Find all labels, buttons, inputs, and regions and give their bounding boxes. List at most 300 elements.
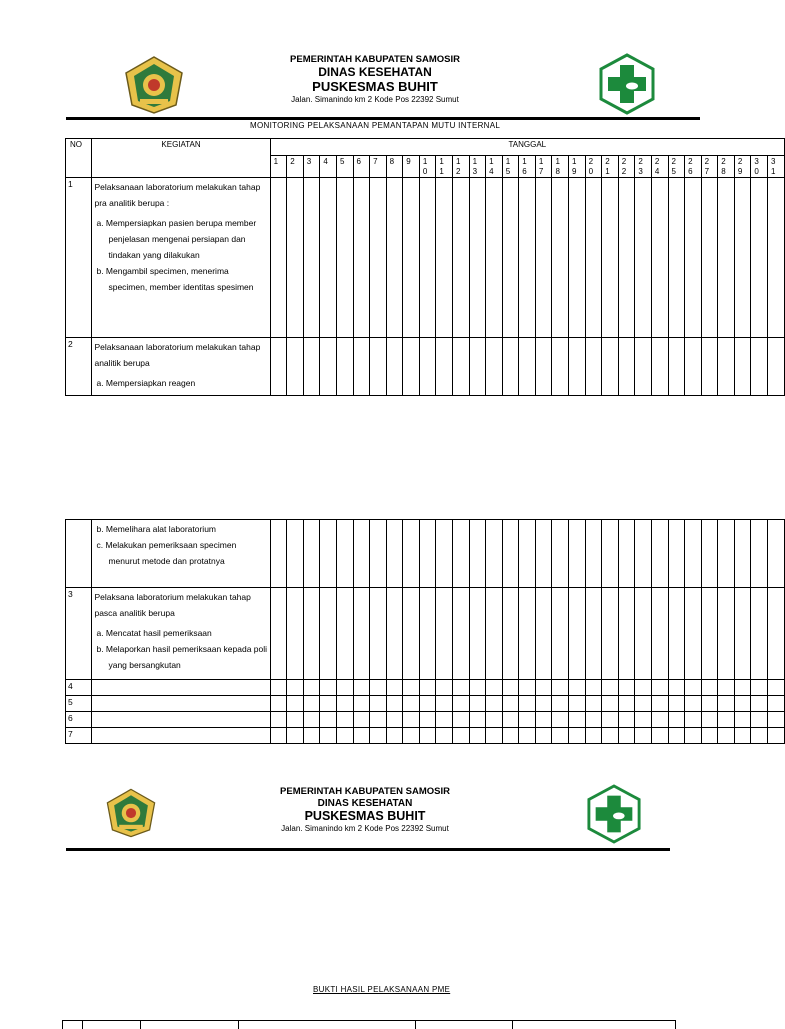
table-row [66, 520, 785, 588]
day-cell[interactable] [486, 588, 503, 680]
letterhead-rule-2 [66, 848, 670, 851]
day-cell[interactable] [734, 680, 751, 696]
day-digit: 4 [489, 167, 494, 176]
day-cell[interactable] [452, 680, 469, 696]
day-cell[interactable] [469, 520, 486, 588]
day-cell[interactable] [767, 728, 784, 744]
day-digit: 2 [721, 157, 726, 166]
day-cell[interactable] [685, 728, 702, 744]
day-digit: 2 [704, 157, 710, 166]
day-cell[interactable] [336, 680, 353, 696]
day-cell[interactable] [336, 728, 353, 744]
day-cell[interactable] [685, 680, 702, 696]
day-cell[interactable] [502, 178, 519, 338]
day-cell[interactable] [452, 338, 469, 396]
day-digit: 1 [572, 157, 577, 166]
day-cell[interactable] [287, 588, 304, 680]
day-header-28 [718, 156, 735, 178]
day-cell[interactable] [635, 338, 652, 396]
day-cell[interactable] [685, 338, 702, 396]
day-cell[interactable] [519, 696, 536, 712]
day-cell[interactable] [403, 178, 420, 338]
day-cell[interactable] [718, 588, 735, 680]
day-cell[interactable] [535, 588, 552, 680]
day-cell[interactable] [535, 520, 552, 588]
day-cell[interactable] [602, 696, 619, 712]
day-cell[interactable] [436, 588, 453, 680]
table-row [66, 728, 785, 744]
day-cell[interactable] [386, 712, 403, 728]
day-cell[interactable] [403, 680, 420, 696]
day-cell[interactable] [734, 520, 751, 588]
day-header-17 [535, 156, 552, 178]
table-row [66, 588, 785, 680]
day-cell[interactable] [336, 712, 353, 728]
day-cell[interactable] [353, 178, 370, 338]
day-cell[interactable] [287, 680, 304, 696]
day-cell[interactable] [668, 728, 685, 744]
day-cell[interactable] [767, 696, 784, 712]
day-cell[interactable] [353, 680, 370, 696]
day-cell[interactable] [486, 680, 503, 696]
day-cell[interactable] [353, 696, 370, 712]
day-cell[interactable] [569, 588, 586, 680]
day-cell[interactable] [552, 712, 569, 728]
day-cell[interactable] [336, 696, 353, 712]
day-cell[interactable] [436, 338, 453, 396]
day-cell[interactable] [403, 728, 420, 744]
day-cell[interactable] [419, 696, 436, 712]
day-cell[interactable] [270, 520, 287, 588]
day-header-19 [569, 156, 586, 178]
day-cell[interactable] [403, 712, 420, 728]
day-cell[interactable] [370, 338, 387, 396]
day-digit: 1 [422, 157, 428, 166]
day-cell[interactable] [320, 588, 337, 680]
day-cell[interactable] [734, 588, 751, 680]
day-cell[interactable] [668, 178, 685, 338]
day-cell[interactable] [287, 178, 304, 338]
day-cell[interactable] [569, 696, 586, 712]
day-cell[interactable] [569, 178, 586, 338]
day-cell[interactable] [436, 178, 453, 338]
day-cell[interactable] [502, 588, 519, 680]
day-cell[interactable] [452, 588, 469, 680]
day-cell[interactable] [486, 696, 503, 712]
header-government: PEMERINTAH KABUPATEN SAMOSIR [280, 786, 450, 797]
day-cell[interactable] [486, 520, 503, 588]
day-cell[interactable] [751, 588, 768, 680]
day-cell[interactable] [303, 520, 320, 588]
day-cell[interactable] [635, 712, 652, 728]
day-cell[interactable] [336, 588, 353, 680]
day-cell[interactable] [436, 520, 453, 588]
day-cell[interactable] [751, 712, 768, 728]
day-cell[interactable] [469, 178, 486, 338]
day-cell[interactable] [751, 696, 768, 712]
day-digit: 2 [737, 157, 743, 166]
day-cell[interactable] [585, 588, 602, 680]
day-cell[interactable] [270, 588, 287, 680]
day-cell[interactable] [386, 680, 403, 696]
day-cell[interactable] [353, 338, 370, 396]
day-cell[interactable] [336, 178, 353, 338]
day-cell[interactable] [602, 588, 619, 680]
day-cell[interactable] [602, 712, 619, 728]
day-cell[interactable] [535, 338, 552, 396]
day-cell[interactable] [469, 696, 486, 712]
day-digit: 2 [290, 157, 295, 166]
day-digit: 8 [389, 157, 395, 166]
day-cell[interactable] [486, 178, 503, 338]
header-puskesmas: PUSKESMAS BUHIT [304, 809, 426, 824]
day-cell[interactable] [486, 728, 503, 744]
day-cell[interactable] [767, 520, 784, 588]
day-cell[interactable] [535, 680, 552, 696]
day-cell[interactable] [370, 712, 387, 728]
day-cell[interactable] [386, 338, 403, 396]
day-cell[interactable] [287, 338, 304, 396]
day-cell[interactable] [370, 696, 387, 712]
day-cell[interactable] [419, 178, 436, 338]
day-cell[interactable] [370, 588, 387, 680]
day-cell[interactable] [519, 588, 536, 680]
day-cell[interactable] [270, 712, 287, 728]
day-cell[interactable] [668, 588, 685, 680]
day-cell[interactable] [502, 680, 519, 696]
day-cell[interactable] [287, 728, 304, 744]
day-cell[interactable] [552, 728, 569, 744]
day-digit: 1 [770, 167, 776, 176]
day-cell[interactable] [303, 338, 320, 396]
day-header-15 [502, 156, 519, 178]
day-cell[interactable] [370, 728, 387, 744]
day-cell[interactable] [469, 588, 486, 680]
day-cell[interactable] [685, 696, 702, 712]
day-cell[interactable] [287, 712, 304, 728]
day-cell[interactable] [701, 588, 718, 680]
day-cell[interactable] [635, 696, 652, 712]
day-cell[interactable] [734, 712, 751, 728]
day-cell[interactable] [734, 728, 751, 744]
day-cell[interactable] [569, 680, 586, 696]
day-cell[interactable] [353, 712, 370, 728]
day-cell[interactable] [618, 728, 635, 744]
day-header-27 [701, 156, 718, 178]
day-cell[interactable] [419, 338, 436, 396]
letterhead-2 [240, 787, 490, 833]
day-cell[interactable] [353, 588, 370, 680]
day-cell[interactable] [767, 712, 784, 728]
day-cell[interactable] [403, 520, 420, 588]
day-cell[interactable] [685, 588, 702, 680]
day-cell[interactable] [751, 728, 768, 744]
day-cell[interactable] [718, 680, 735, 696]
day-cell[interactable] [734, 178, 751, 338]
day-cell[interactable] [370, 178, 387, 338]
day-cell[interactable] [651, 712, 668, 728]
day-cell[interactable] [519, 178, 536, 338]
day-cell[interactable] [618, 338, 635, 396]
day-cell[interactable] [701, 680, 718, 696]
day-cell[interactable] [303, 728, 320, 744]
day-cell[interactable] [419, 680, 436, 696]
day-cell[interactable] [386, 696, 403, 712]
day-cell[interactable] [370, 680, 387, 696]
day-cell[interactable] [436, 728, 453, 744]
day-digit: 8 [721, 167, 726, 176]
day-cell[interactable] [618, 520, 635, 588]
day-cell[interactable] [419, 520, 436, 588]
day-cell[interactable] [419, 728, 436, 744]
day-cell[interactable] [651, 696, 668, 712]
day-cell[interactable] [353, 520, 370, 588]
day-cell[interactable] [436, 696, 453, 712]
day-cell[interactable] [569, 728, 586, 744]
day-cell[interactable] [668, 338, 685, 396]
day-cell[interactable] [651, 728, 668, 744]
day-cell[interactable] [469, 338, 486, 396]
kegiatan-subitem: a. Mempersiapkan reagen [96, 378, 196, 388]
day-cell[interactable] [552, 178, 569, 338]
row-number: 1 [66, 178, 92, 338]
day-cell[interactable] [751, 338, 768, 396]
day-cell[interactable] [469, 680, 486, 696]
day-cell[interactable] [602, 728, 619, 744]
day-cell[interactable] [751, 680, 768, 696]
day-cell[interactable] [552, 588, 569, 680]
day-cell[interactable] [452, 696, 469, 712]
day-cell[interactable] [552, 520, 569, 588]
day-header-11 [436, 156, 453, 178]
day-cell[interactable] [585, 338, 602, 396]
day-cell[interactable] [618, 712, 635, 728]
day-cell[interactable] [320, 712, 337, 728]
day-cell[interactable] [303, 712, 320, 728]
day-cell[interactable] [303, 588, 320, 680]
day-cell[interactable] [303, 680, 320, 696]
day-cell[interactable] [718, 520, 735, 588]
day-cell[interactable] [734, 338, 751, 396]
day-cell[interactable] [767, 680, 784, 696]
day-cell[interactable] [602, 680, 619, 696]
day-cell[interactable] [602, 178, 619, 338]
day-digit: 6 [688, 167, 693, 176]
day-cell[interactable] [303, 696, 320, 712]
day-cell[interactable] [486, 338, 503, 396]
day-digit: 1 [522, 157, 527, 166]
day-cell[interactable] [585, 712, 602, 728]
day-cell[interactable] [618, 696, 635, 712]
day-cell[interactable] [270, 696, 287, 712]
day-header-12 [452, 156, 469, 178]
day-cell[interactable] [419, 588, 436, 680]
day-digit: 1 [472, 157, 478, 166]
day-cell[interactable] [701, 712, 718, 728]
day-cell[interactable] [519, 520, 536, 588]
day-digit: 2 [605, 157, 610, 166]
day-cell[interactable] [569, 520, 586, 588]
kegiatan-subitem: b. Mengambil specimen, menerima specimen, member identitas spesimen [96, 266, 254, 292]
day-digit: 1 [439, 157, 444, 166]
day-cell[interactable] [419, 712, 436, 728]
day-cell[interactable] [353, 728, 370, 744]
day-cell[interactable] [287, 520, 304, 588]
day-cell[interactable] [618, 178, 635, 338]
day-cell[interactable] [386, 178, 403, 338]
day-cell[interactable] [552, 680, 569, 696]
day-header-4 [320, 156, 337, 178]
day-cell[interactable] [635, 520, 652, 588]
day-cell[interactable] [320, 178, 337, 338]
day-cell[interactable] [320, 338, 337, 396]
day-header-6 [353, 156, 370, 178]
day-cell[interactable] [336, 520, 353, 588]
day-cell[interactable] [668, 520, 685, 588]
day-cell[interactable] [320, 680, 337, 696]
day-cell[interactable] [386, 520, 403, 588]
day-cell[interactable] [552, 696, 569, 712]
day-cell[interactable] [585, 520, 602, 588]
day-cell[interactable] [469, 712, 486, 728]
day-cell[interactable] [502, 520, 519, 588]
day-cell[interactable] [452, 712, 469, 728]
day-cell[interactable] [585, 696, 602, 712]
day-cell[interactable] [320, 728, 337, 744]
day-cell[interactable] [569, 338, 586, 396]
row-kegiatan [92, 712, 270, 728]
day-cell[interactable] [519, 338, 536, 396]
day-digit: 1 [555, 157, 560, 166]
day-cell[interactable] [767, 178, 784, 338]
day-cell[interactable] [320, 696, 337, 712]
day-cell[interactable] [651, 588, 668, 680]
day-cell[interactable] [635, 728, 652, 744]
day-cell[interactable] [668, 696, 685, 712]
day-cell[interactable] [635, 178, 652, 338]
day-cell[interactable] [602, 520, 619, 588]
day-cell[interactable] [535, 178, 552, 338]
day-cell[interactable] [751, 178, 768, 338]
day-cell[interactable] [751, 520, 768, 588]
day-cell[interactable] [270, 178, 287, 338]
day-cell[interactable] [734, 696, 751, 712]
day-cell[interactable] [270, 728, 287, 744]
day-cell[interactable] [767, 588, 784, 680]
day-digit: 1 [455, 157, 461, 166]
day-cell[interactable] [585, 728, 602, 744]
day-cell[interactable] [519, 680, 536, 696]
day-cell[interactable] [685, 520, 702, 588]
day-header-2 [287, 156, 304, 178]
day-cell[interactable] [618, 588, 635, 680]
day-cell[interactable] [502, 338, 519, 396]
day-cell[interactable] [651, 338, 668, 396]
day-cell[interactable] [701, 520, 718, 588]
day-cell[interactable] [651, 178, 668, 338]
day-cell[interactable] [386, 728, 403, 744]
day-cell[interactable] [403, 696, 420, 712]
day-cell[interactable] [436, 712, 453, 728]
day-cell[interactable] [718, 712, 735, 728]
day-digit: 2 [688, 157, 693, 166]
day-digit: 2 [671, 157, 676, 166]
day-cell[interactable] [718, 696, 735, 712]
day-cell[interactable] [535, 712, 552, 728]
table-row [66, 338, 785, 396]
day-cell[interactable] [336, 338, 353, 396]
day-cell[interactable] [502, 728, 519, 744]
day-cell[interactable] [452, 520, 469, 588]
day-cell[interactable] [519, 712, 536, 728]
samosir-seal-icon [104, 787, 158, 839]
day-cell[interactable] [718, 338, 735, 396]
day-digit: 9 [572, 167, 577, 176]
day-cell[interactable] [651, 520, 668, 588]
day-cell[interactable] [469, 728, 486, 744]
day-cell[interactable] [436, 680, 453, 696]
row-number: 4 [66, 680, 92, 696]
day-cell[interactable] [668, 712, 685, 728]
puskesmas-cross-icon [598, 53, 656, 115]
day-cell[interactable] [635, 680, 652, 696]
day-digit: 1 [439, 167, 444, 176]
day-cell[interactable] [502, 696, 519, 712]
day-cell[interactable] [287, 696, 304, 712]
day-cell[interactable] [270, 338, 287, 396]
day-cell[interactable] [320, 520, 337, 588]
day-cell[interactable] [767, 338, 784, 396]
day-cell[interactable] [718, 728, 735, 744]
day-cell[interactable] [651, 680, 668, 696]
day-cell[interactable] [701, 728, 718, 744]
day-cell[interactable] [685, 712, 702, 728]
day-cell[interactable] [535, 696, 552, 712]
day-cell[interactable] [370, 520, 387, 588]
day-cell[interactable] [701, 178, 718, 338]
day-digit: 5 [671, 167, 676, 176]
day-cell[interactable] [270, 680, 287, 696]
day-cell[interactable] [303, 178, 320, 338]
day-cell[interactable] [519, 728, 536, 744]
day-digit: 2 [621, 157, 627, 166]
day-cell[interactable] [386, 588, 403, 680]
day-cell[interactable] [502, 712, 519, 728]
day-cell[interactable] [668, 680, 685, 696]
day-cell[interactable] [635, 588, 652, 680]
day-cell[interactable] [552, 338, 569, 396]
day-cell[interactable] [701, 338, 718, 396]
day-cell[interactable] [685, 178, 702, 338]
day-cell[interactable] [718, 178, 735, 338]
day-cell[interactable] [585, 680, 602, 696]
row-kegiatan [92, 680, 270, 696]
day-cell[interactable] [452, 728, 469, 744]
day-cell[interactable] [535, 728, 552, 744]
puskesmas-cross-icon [586, 784, 642, 844]
day-cell[interactable] [701, 696, 718, 712]
day-cell[interactable] [569, 712, 586, 728]
day-cell[interactable] [403, 338, 420, 396]
day-cell[interactable] [585, 178, 602, 338]
day-cell[interactable] [486, 712, 503, 728]
day-cell[interactable] [452, 178, 469, 338]
day-cell[interactable] [618, 680, 635, 696]
day-cell[interactable] [602, 338, 619, 396]
day-header-8 [386, 156, 403, 178]
day-cell[interactable] [403, 588, 420, 680]
day-header-16 [519, 156, 536, 178]
